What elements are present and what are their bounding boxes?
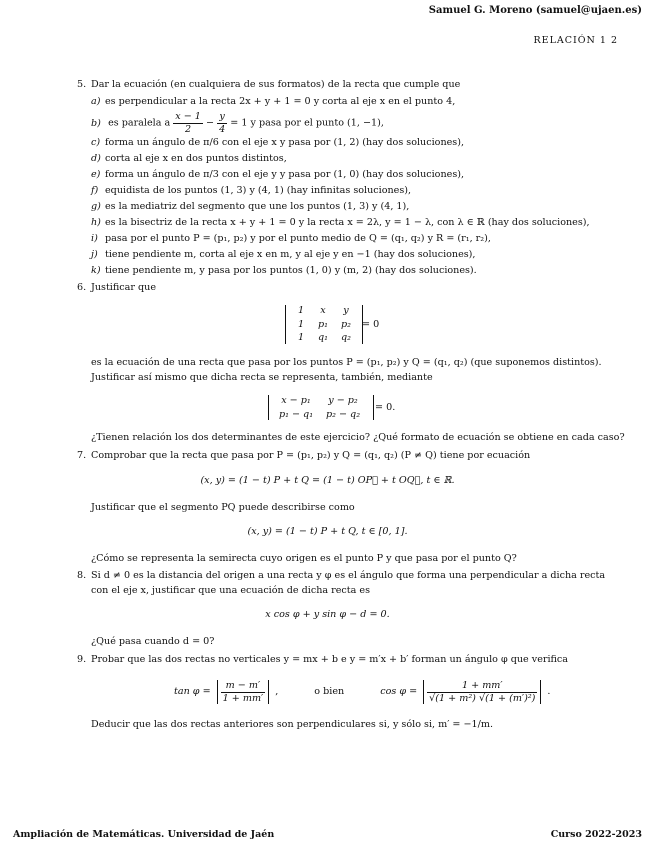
problem-7-line: Justificar que el segmento PQ puede describirse como [91, 502, 355, 513]
item-text: forma un ángulo de π/6 con el eje x y pasa por (1, 2) (hay dos soluciones), [105, 137, 465, 148]
p5-item-a [91, 96, 455, 108]
det1-cell: y [343, 305, 349, 316]
tan-den: 1 + mm′ [222, 692, 264, 704]
eq2-text: (x, y) = (1 − t) P + t Q, t ∈ [0, 1]. [247, 526, 408, 537]
problem-7-number: 7. [77, 450, 87, 461]
item-label: j) [91, 249, 98, 260]
det2-cell: p₂ − q₂ [325, 408, 361, 420]
problem-7-segment-equation [0, 526, 655, 538]
cos-lhs: cos φ = [380, 686, 418, 698]
item-text-after: = 1 y pasa por el punto (1, −1), [230, 117, 384, 129]
det2-cell: x − p₁ [281, 395, 311, 406]
problem-5-number: 5. [77, 79, 87, 90]
problem-7-question: ¿Cómo se representa la semirecta cuyo origen es el punto P y que pasa por el punto Q? [91, 553, 517, 564]
item-label: c) [91, 137, 101, 148]
item-label: f) [91, 185, 99, 196]
item-text: forma un ángulo de π/3 con el eje y y pasa por (1, 0) (hay dos soluciones), [105, 169, 465, 180]
det1-cell: 1 [297, 332, 305, 343]
det2-cell: p₁ − q₁ [278, 408, 314, 420]
fraction-2 [217, 111, 227, 135]
fraction-1 [173, 111, 203, 135]
problem-5-intro: Dar la ecuación (en cualquiera de sus formatos) de la recta que cumple que [91, 79, 461, 90]
p5-item-b [91, 111, 384, 135]
footer-institution: Ampliación de Matemáticas. Universidad de Jaén [13, 829, 275, 840]
tan-abs [217, 680, 270, 704]
p5-item-k [91, 265, 477, 277]
problem-9-formulas: tan φ = $\frac{m - m'}{1 + mm'}$ , o bien cos φ = $\frac{1 + mm'}{\text{√(1 + m²) √(1 + (m′)²)}}$ . [174, 680, 551, 704]
p5-item-i [91, 233, 491, 245]
item-text: tiene pendiente m, y pasa por los puntos (1, 0) y (m, 2) (hay dos soluciones). [105, 265, 477, 276]
determinant-1 [285, 305, 363, 344]
det1-cell: 1 [297, 318, 305, 330]
eq1-text: (x, y) = (1 − t) P + t Q = (1 − t) OP⃗ + t OQ⃗, t ∈ ℝ. [200, 475, 455, 486]
item-text: equidista de los puntos (1, 3) y (4, 1) (hay infinitas soluciones), [105, 185, 412, 196]
footer-course: Curso 2022-2023 [550, 829, 642, 840]
tan-num: m − m′ [221, 680, 266, 693]
det1-equals: = 0 [362, 319, 380, 330]
eq-text: x cos φ + y sin φ − d = 0. [265, 609, 390, 620]
p5-item-h [91, 217, 590, 229]
tan-lhs: tan φ = [174, 686, 211, 698]
problem-6-line2: Justificar así mismo que dicha recta se representa, también, mediante [91, 372, 433, 383]
problem-9-number: 9. [77, 654, 87, 665]
det1-cell: q₂ [341, 332, 351, 343]
det2-cell: y − p₂ [328, 395, 358, 406]
cos-num: 1 + mm′ [427, 680, 537, 693]
item-label: e) [91, 169, 101, 180]
item-text-before: es paralela a [108, 117, 171, 129]
problem-7-equation [0, 475, 655, 487]
item-text: corta al eje x en dos puntos distintos, [105, 153, 287, 164]
author-header: Samuel G. Moreno (samuel@ujaen.es) [428, 5, 642, 16]
item-text: es perpendicular a la recta 2x + y + 1 = 0 y corta al eje x en el punto 4, [105, 96, 456, 107]
item-label: i) [91, 233, 98, 244]
item-label: g) [91, 201, 101, 212]
det1-cell: q₁ [318, 332, 328, 343]
relacion-page-label: RELACIÓN 1 2 [533, 35, 618, 46]
o-bien-text: o bien [314, 686, 345, 698]
frac2-den: 4 [219, 123, 226, 135]
problem-8-line2: con el eje x, justificar que una ecuación de dicha recta es [91, 585, 371, 596]
p5-item-f [91, 185, 411, 197]
p5-item-g [91, 201, 409, 213]
problem-6-question: ¿Tienen relación los dos determinantes de este ejercicio? ¿Qué formato de ecuación se obtiene en cada caso? [91, 432, 625, 443]
det1-cell: p₂ [341, 318, 351, 330]
problem-8-line1: Si d ≠ 0 es la distancia del origen a una recta y φ es el ángulo que forma una perpendicular a dicha recta [91, 570, 606, 581]
problem-6-line1: es la ecuación de una recta que pasa por los puntos P = (p₁, p₂) y Q = (q₁, q₂) (que suponemos distintos). [91, 357, 602, 368]
item-label: h) [91, 217, 101, 228]
p5-item-j [91, 249, 475, 261]
det1-cell: p₁ [318, 318, 328, 330]
item-label: b) [91, 117, 101, 129]
item-label: a) [91, 96, 101, 107]
p5-item-d [91, 153, 287, 165]
det1-cell: 1 [297, 305, 305, 316]
problem-7-intro: Comprobar que la recta que pasa por P = (p₁, p₂) y Q = (q₁, q₂) (P ≠ Q) tiene por ecuación [91, 450, 531, 461]
det2-equals: = 0. [375, 402, 396, 413]
problem-9-conclusion: Deducir que las dos rectas anteriores son perpendiculares si, y sólo si, m′ = −1/m. [91, 719, 494, 730]
p5-item-c [91, 137, 464, 149]
item-text: es la bisectriz de la recta x + y + 1 = 0 y la recta x = 2λ, y = 1 − λ, con λ ∈ ℝ (hay dos soluciones), [105, 217, 590, 228]
p5-item-e [91, 169, 464, 181]
problem-6-intro: Justificar que [91, 282, 156, 293]
tan-fraction [221, 680, 266, 704]
frac2-num: y [217, 111, 227, 124]
minus-sign: − [205, 117, 215, 129]
frac1-den: 2 [185, 123, 192, 135]
cos-fraction [427, 680, 537, 704]
det1-cell: x [320, 305, 326, 316]
problem-9-line: Probar que las dos rectas no verticales y = mx + b e y = m′x + b′ forman un ángulo φ que verifica [91, 654, 569, 665]
item-label: k) [91, 265, 101, 276]
item-text: tiene pendiente m, corta al eje x en m, y al eje y en −1 (hay dos soluciones), [105, 249, 476, 260]
item-text: pasa por el punto P = (p₁, p₂) y por el punto medio de Q = (q₁, q₂) y R = (r₁, r₂), [105, 233, 491, 244]
item-text: es la mediatriz del segmento que une los puntos (1, 3) y (4, 1), [105, 201, 410, 212]
determinant-2 [268, 395, 374, 420]
cos-den: √(1 + m²) √(1 + (m′)²) [429, 692, 536, 704]
item-label: d) [91, 153, 101, 164]
cos-abs [423, 680, 541, 704]
problem-8-question: ¿Qué pasa cuando d = 0? [91, 636, 215, 647]
frac1-num: x − 1 [175, 111, 201, 122]
problem-6-number: 6. [77, 282, 87, 293]
problem-8-number: 8. [77, 570, 87, 581]
problem-8-equation [0, 609, 655, 621]
